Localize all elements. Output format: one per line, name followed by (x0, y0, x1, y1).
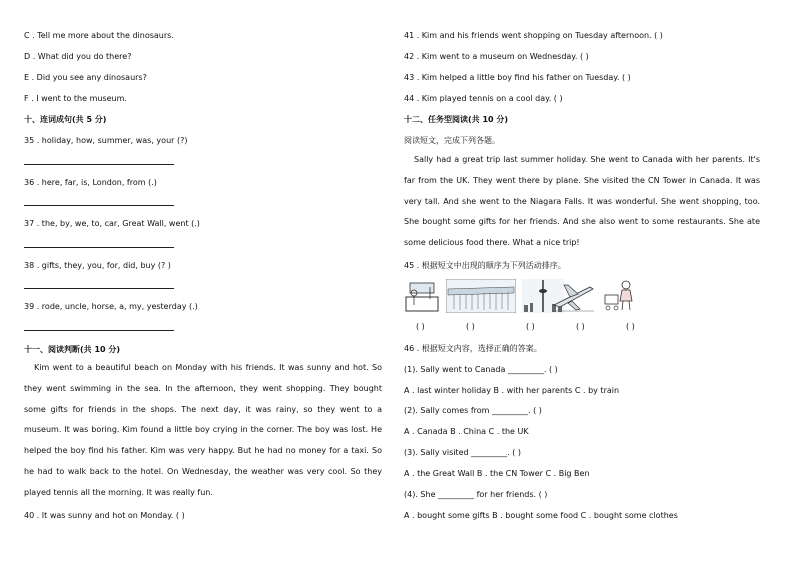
question-41: 41 . Kim and his friends went shopping on Tuesday afternoon. ( ) (404, 31, 663, 40)
answer-line-38[interactable] (24, 288, 174, 289)
question-36: 36 . here, far, is, London, from (.) (24, 178, 157, 187)
answer-line-37[interactable] (24, 247, 174, 248)
mc-options-3: A . the Great Wall B . the CN Tower C . Big Ben (404, 469, 590, 478)
order-blank-3[interactable]: ( ) (526, 322, 535, 331)
passage-sally: Sally had a great trip last summer holiday. She went to Canada with her parents. It's far from the UK. They went there by plane. She visited the CN Tower in Canada. It was very tall. And she went to the Niagara Falls. It was wonderful. She went shopping, too. She bought some gifts for her friends. And she also went to some restaurants. She ate some delicious food there. What a nice trip! (404, 155, 760, 248)
question-40: 40 . It was sunny and hot on Monday. ( ) (24, 511, 185, 520)
answer-line-36[interactable] (24, 205, 174, 206)
question-42: 42 . Kim went to a museum on Wednesday. ( ) (404, 52, 589, 61)
question-44: 44 . Kim played tennis on a cool day. ( ) (404, 94, 563, 103)
mc-question-4: (4). She _________ for her friends. ( ) (404, 490, 548, 499)
mc-options-2: A . Canada B . China C . the UK (404, 427, 529, 436)
option-c: C . Tell me more about the dinosaurs. (24, 31, 174, 40)
mc-options-4: A . bought some gifts B . bought some food C . bought some clothes (404, 511, 678, 520)
mc-question-3: (3). Sally visited _________. ( ) (404, 448, 522, 457)
girl-shopping-cart-icon (602, 279, 638, 313)
question-46: 46 . 根据短文内容，选择正确的答案。 (404, 344, 542, 353)
shopping-counter-icon (404, 279, 440, 313)
option-f: F . I went to the museum. (24, 94, 127, 103)
question-39: 39 . rode, uncle, horse, a, my, yesterday (.) (24, 302, 198, 311)
question-37: 37 . the, by, we, to, car, Great Wall, went (.) (24, 219, 200, 228)
mc-question-2: (2). Sally comes from _________. ( ) (404, 406, 542, 415)
question-38: 38 . gifts, they, you, for, did, buy (? ) (24, 261, 171, 270)
order-blank-1[interactable]: ( ) (416, 322, 425, 331)
order-blank-5[interactable]: ( ) (626, 322, 635, 331)
niagara-falls-icon (446, 279, 516, 313)
passage-kim: Kim went to a beautiful beach on Monday with his friends. It was sunny and hot. So they went swimming in the sea. In the afternoon, they went shopping. They bought some gifts for friends in the shops. The next day, it was rainy, so they went to a museum. It was boring. Kim found a little boy crying in the corner. The boy was lost. He helped the boy find his father. Kim was very happy. But he had no money for a taxi. So he had to walk back to the hotel. On Wednesday, the weather was very cool. So they played tennis all the morning. It was really fun. (24, 363, 382, 497)
order-blank-4[interactable]: ( ) (576, 322, 585, 331)
order-blank-2[interactable]: ( ) (466, 322, 475, 331)
option-d: D . What did you do there? (24, 52, 132, 61)
section-12-title: 十二、任务型阅读(共 10 分) (404, 115, 509, 124)
section-11-title: 十一、阅读判断(共 10 分) (24, 345, 121, 354)
question-45: 45 . 根据短文中出现的顺序为下列活动排序。 (404, 261, 566, 270)
question-35: 35 . holiday, how, summer, was, your (?) (24, 136, 188, 145)
answer-line-35[interactable] (24, 164, 174, 165)
mc-options-1: A . last winter holiday B . with her parents C . by train (404, 386, 620, 395)
section-10-title: 十、连词成句(共 5 分) (24, 115, 107, 124)
airplane-icon (550, 279, 596, 313)
answer-line-39[interactable] (24, 330, 174, 331)
question-43: 43 . Kim helped a little boy find his father on Tuesday. ( ) (404, 73, 631, 82)
option-e: E . Did you see any dinosaurs? (24, 73, 147, 82)
instruction: 阅读短文，完成下列各题。 (404, 136, 500, 145)
mc-question-1: (1). Sally went to Canada _________. ( ) (404, 365, 558, 374)
